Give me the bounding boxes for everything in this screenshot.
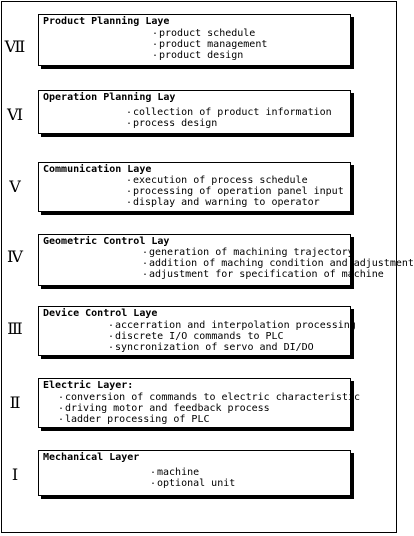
layer-5-item: ・ processing of operation panel input: [125, 186, 344, 197]
layer-7-item: ・ product design: [151, 50, 267, 61]
layer-6-title: Operation Planning Lay: [43, 92, 176, 103]
layer-7-numeral: Ⅶ: [4, 37, 26, 56]
layer-3-numeral: Ⅲ: [7, 319, 23, 338]
layer-3-title: Device Control Laye: [43, 308, 158, 319]
layer-5-box: [38, 162, 351, 212]
layer-1-item: ・ optional unit: [149, 478, 235, 489]
layer-3-item: ・ syncronization of servo and DI/DO: [107, 342, 356, 353]
layer-2-items: [57, 392, 360, 425]
layer-2-item: ・ ladder processing of PLC: [57, 414, 360, 425]
layer-5-item: ・ execution of process schedule: [125, 175, 344, 186]
layer-2-box: [38, 378, 361, 428]
layer-1-title: Mechanical Layer: [43, 452, 140, 463]
layer-7-box: [38, 14, 351, 66]
layer-1-item: ・ machine: [149, 467, 235, 478]
layer-5-title: Communication Laye: [43, 164, 152, 175]
layer-1-items: [149, 467, 235, 489]
layer-6-item: ・ process design: [125, 118, 332, 129]
layer-5-numeral: Ⅴ: [9, 177, 21, 196]
layer-4-item: ・ adjustment for specification of machine: [141, 269, 414, 280]
layer-5-item: ・ display and warning to operator: [125, 197, 344, 208]
layer-6-numeral: Ⅵ: [6, 105, 24, 124]
layer-1-box: [38, 450, 351, 496]
layer-2-item: ・ conversion of commands to electric characteristic: [57, 392, 360, 403]
layer-4-item: ・ addition of maching condition and adjustment: [141, 258, 414, 269]
layer-6-items: [125, 107, 332, 129]
layer-4-title: Geometric Control Lay: [43, 236, 170, 247]
layer-7-item: ・ product schedule: [151, 28, 267, 39]
diagram-frame: [1, 1, 414, 533]
layer-1-numeral: Ⅰ: [11, 465, 19, 484]
layer-2-numeral: Ⅱ: [9, 393, 21, 412]
layer-4-item: ・ generation of machining trajectory: [141, 247, 414, 258]
layer-2-item: ・ driving motor and feedback process: [57, 403, 360, 414]
layer-6-box: [38, 90, 351, 134]
layer-6-item: ・ collection of product information: [125, 107, 332, 118]
layer-4-items: [141, 247, 414, 280]
layer-3-box: [38, 306, 356, 356]
layer-3-item: ・ discrete I/O commands to PLC: [107, 331, 356, 342]
layer-7-item: ・ product management: [151, 39, 267, 50]
layer-7-items: [151, 28, 267, 61]
layer-3-items: [107, 320, 356, 353]
layer-3-item: ・ accerration and interpolation processing: [107, 320, 356, 331]
layer-4-box: [38, 234, 414, 286]
layer-5-items: [125, 175, 344, 208]
layer-4-numeral: Ⅳ: [7, 247, 23, 266]
layer-7-title: Product Planning Laye: [43, 16, 170, 27]
layer-2-title: Electric Layer:: [43, 380, 134, 391]
